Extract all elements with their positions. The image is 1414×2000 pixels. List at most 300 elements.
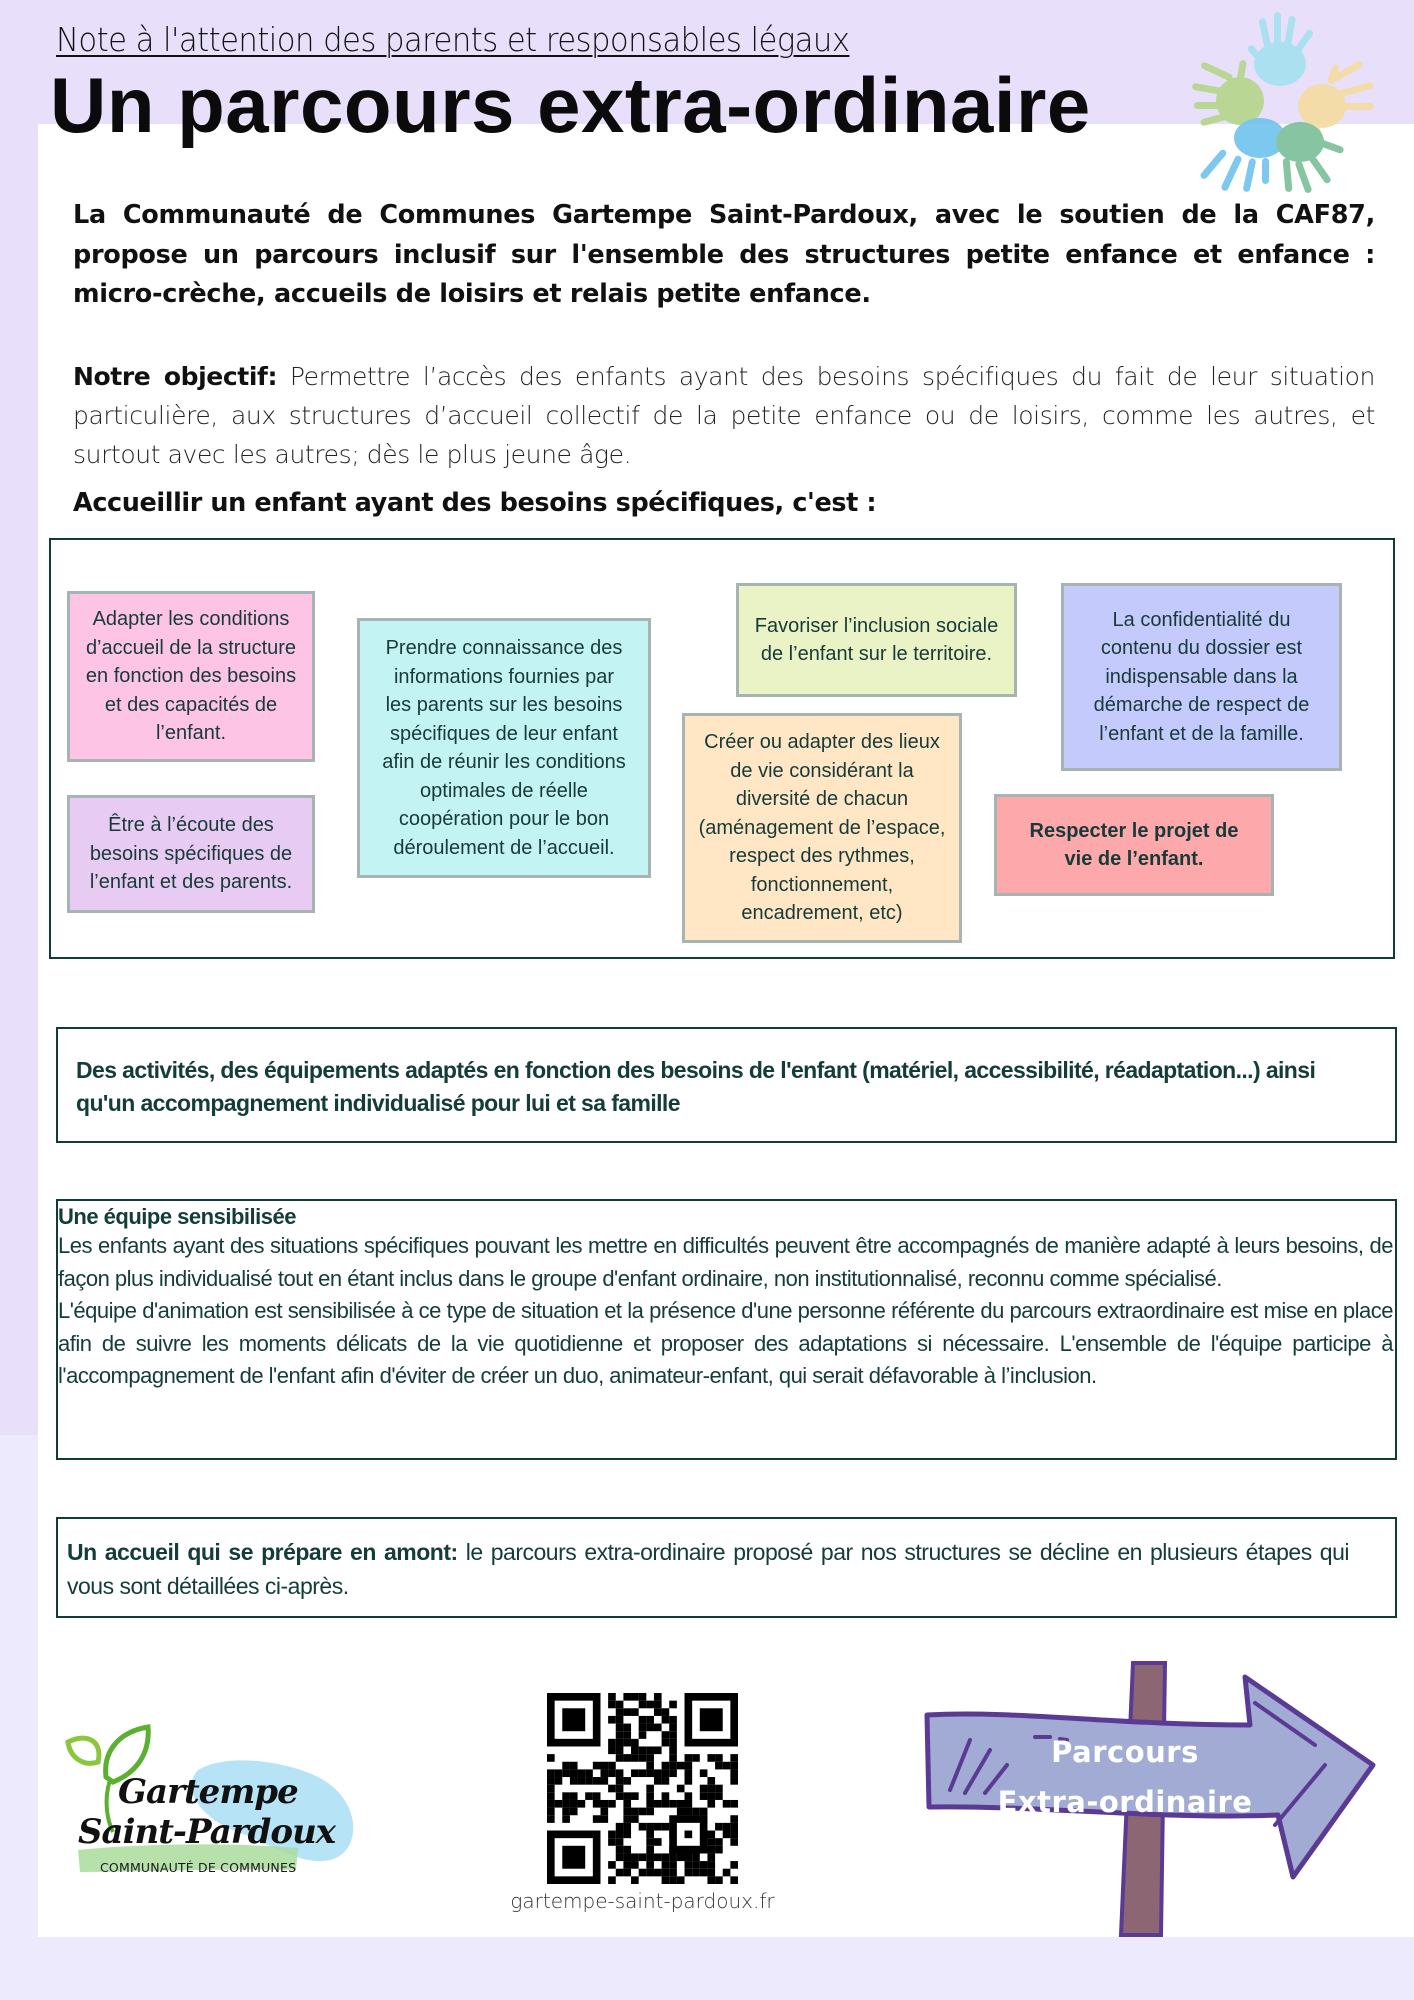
qr-module: [677, 1853, 685, 1861]
qr-module: [700, 1785, 708, 1793]
qr-module: [639, 1731, 647, 1739]
left-band: [0, 124, 38, 1435]
qr-module: [685, 1808, 693, 1816]
card-projet-de-vie: [994, 794, 1274, 896]
card-line: La confidentialité du: [1112, 608, 1291, 631]
qr-module: [669, 1716, 677, 1724]
activities-box: [56, 1027, 1397, 1143]
qr-module: [631, 1808, 639, 1816]
qr-module: [730, 1815, 738, 1823]
qr-module: [616, 1769, 624, 1777]
qr-module: [730, 1861, 738, 1869]
qr-module: [616, 1831, 624, 1839]
objective-text: Permettre l’accès des enfants ayant des besoins spécifiques du fait de leur situation particulière, aux structures d’accueil collectif de la petite enfance ou de loisirs, comme les autres, et surtout avec les autres; dès le plus jeune âge.: [73, 362, 1375, 469]
qr-module: [685, 1769, 693, 1777]
qr-module: [669, 1869, 677, 1877]
qr-module: [654, 1724, 662, 1732]
qr-module: [631, 1815, 639, 1823]
card-line: déroulement de l’accueil.: [393, 836, 615, 859]
qr-module: [623, 1708, 631, 1716]
qr-module: [616, 1708, 624, 1716]
qr-module: [555, 1777, 563, 1785]
qr-module: [654, 1777, 662, 1785]
qr-module: [730, 1777, 738, 1785]
qr-module: [685, 1869, 693, 1877]
page-subtitle: Note à l'attention des parents et responsables légaux: [56, 20, 850, 59]
qr-module: [662, 1861, 670, 1869]
qr-module: [616, 1838, 624, 1846]
qr-module: [616, 1731, 624, 1739]
qr-module: [608, 1876, 616, 1884]
qr-module: [631, 1876, 639, 1884]
qr-module: [646, 1838, 654, 1846]
qr-module: [662, 1769, 670, 1777]
qr-module: [677, 1785, 685, 1793]
qr-module: [654, 1701, 662, 1709]
qr-module: [707, 1792, 715, 1800]
qr-module: [654, 1800, 662, 1808]
qr-module: [562, 1800, 570, 1808]
hand-teal: [1276, 122, 1345, 194]
qr-module: [723, 1831, 731, 1839]
qr-module: [570, 1792, 578, 1800]
qr-module: [608, 1769, 616, 1777]
qr-module: [616, 1701, 624, 1709]
qr-module: [608, 1701, 616, 1709]
qr-module: [623, 1777, 631, 1785]
qr-module: [700, 1808, 708, 1816]
qr-module: [616, 1724, 624, 1732]
qr-module: [662, 1876, 670, 1884]
card-connaissance: [357, 618, 651, 878]
qr-module: [685, 1754, 693, 1762]
qr-module: [662, 1739, 670, 1747]
card-confidentialite: [1061, 583, 1342, 771]
qr-module: [692, 1861, 700, 1869]
qr-module: [570, 1808, 578, 1816]
qr-module: [700, 1708, 723, 1731]
qr-module: [562, 1808, 570, 1816]
qr-module: [707, 1869, 715, 1877]
qr-module: [623, 1861, 631, 1869]
qr-module: [616, 1846, 624, 1854]
card-line: les parents sur les besoins: [385, 694, 623, 716]
accueil-text: le parcours extra-ordinaire proposé par nos structures se décline en plusieurs étapes qui vous sont détaillées ci-après.: [67, 1539, 1349, 1599]
qr-module: [723, 1823, 731, 1831]
section-heading: Accueillir un enfant ayant des besoins spécifiques, c'est :: [73, 488, 877, 518]
qr-module: [593, 1800, 601, 1808]
logo-name-line1: Gartempe: [118, 1772, 298, 1812]
objective-label: Notre objectif:: [73, 362, 278, 391]
qr-module: [700, 1769, 708, 1777]
card-line: vie de l’enfant.: [1064, 848, 1204, 870]
qr-module: [585, 1792, 593, 1800]
card-line: fonctionnement,: [750, 873, 894, 896]
qr-module: [593, 1762, 601, 1770]
qr-module: [646, 1701, 654, 1709]
qr-module: [616, 1739, 624, 1747]
qr-module: [562, 1792, 570, 1800]
qr-module: [707, 1846, 715, 1854]
qr-module: [623, 1808, 631, 1816]
card-line: l’enfant.: [155, 722, 227, 745]
team-heading: Une équipe sensibilisée: [58, 1204, 296, 1229]
qr-module: [662, 1762, 670, 1770]
qr-module: [639, 1769, 647, 1777]
qr-module: [700, 1861, 708, 1869]
qr-module: [547, 1777, 555, 1785]
qr-module: [677, 1876, 685, 1884]
qr-module: [608, 1739, 616, 1747]
qr-module: [547, 1792, 555, 1800]
website-link[interactable]: gartempe-saint-pardoux.fr: [510, 1889, 775, 1913]
qr-module: [707, 1876, 715, 1884]
card-line: en fonction des besoins: [85, 665, 297, 688]
card-line: Être à l’écoute des: [108, 814, 274, 837]
qr-module: [578, 1800, 586, 1808]
qr-module: [646, 1716, 654, 1724]
card-line: contenu du dossier est: [1100, 637, 1303, 660]
qr-module: [616, 1746, 624, 1754]
qr-module: [623, 1792, 631, 1800]
card-line: d’accueil de la structure: [85, 636, 297, 659]
card-line: besoins spécifiques de: [89, 842, 293, 865]
qr-module: [654, 1869, 662, 1877]
qr-module: [639, 1808, 647, 1816]
qr-module: [616, 1785, 624, 1793]
qr-module: [600, 1762, 608, 1770]
qr-module: [600, 1769, 608, 1777]
activities-text: Des activités, des équipements adaptés en fonction des besoins de l'enfant (matériel, accessibilité, réadaptation...) ainsi qu'un accompagnement individualisé pour lui et sa famille: [76, 1057, 1316, 1116]
qr-module: [677, 1800, 685, 1808]
colorful-hands-icon: [1180, 6, 1380, 196]
qr-module: [623, 1815, 631, 1823]
qr-module: [692, 1869, 700, 1877]
qr-module: [593, 1815, 601, 1823]
qr-module: [646, 1861, 654, 1869]
qr-module: [608, 1716, 616, 1724]
qr-module: [715, 1792, 723, 1800]
qr-module: [608, 1746, 616, 1754]
qr-module: [646, 1769, 654, 1777]
card-line: diversité de chacun: [735, 788, 909, 811]
qr-module: [623, 1731, 631, 1739]
qr-module: [646, 1792, 654, 1800]
qr-module: [623, 1869, 631, 1877]
qr-module: [646, 1746, 654, 1754]
qr-module: [646, 1869, 654, 1877]
qr-module: [547, 1785, 555, 1793]
qr-module: [715, 1785, 723, 1793]
qr-module: [570, 1777, 578, 1785]
qr-module: [578, 1777, 586, 1785]
card-line: indispensable dans la: [1105, 665, 1298, 688]
accueil-paragraph: [67, 1535, 1349, 1603]
qr-module: [631, 1861, 639, 1869]
team-box: [56, 1199, 1397, 1460]
card-line: de vie considérant la: [730, 759, 914, 782]
qr-module: [562, 1762, 570, 1770]
qr-module: [669, 1701, 677, 1709]
qr-module: [608, 1861, 616, 1869]
qr-module: [685, 1861, 693, 1869]
qr-module: [654, 1838, 662, 1846]
qr-module: [707, 1754, 715, 1762]
qr-module: [730, 1762, 738, 1770]
gartempe-logo: [58, 1722, 388, 1892]
qr-module: [623, 1823, 631, 1831]
qr-module: [715, 1846, 723, 1854]
qr-module: [707, 1853, 715, 1861]
qr-module: [631, 1769, 639, 1777]
qr-module: [623, 1739, 631, 1747]
card-inclusion-sociale: [736, 583, 1017, 697]
qr-module: [616, 1823, 624, 1831]
qr-module: [662, 1777, 670, 1785]
card-line: encadrement, etc): [741, 902, 903, 925]
card-line: spécifiques de leur enfant: [390, 722, 618, 745]
qr-module: [685, 1762, 693, 1770]
qr-module: [646, 1762, 654, 1770]
qr-module: [646, 1785, 654, 1793]
qr-module: [593, 1792, 601, 1800]
qr-module: [646, 1754, 654, 1762]
qr-code-icon[interactable]: [547, 1693, 738, 1884]
qr-module: [662, 1708, 670, 1716]
qr-module: [707, 1831, 715, 1839]
qr-module: [707, 1800, 715, 1808]
qr-module: [608, 1838, 616, 1846]
qr-module: [578, 1769, 586, 1777]
qr-module: [715, 1762, 723, 1770]
qr-module: [654, 1823, 662, 1831]
qr-module: [616, 1869, 624, 1877]
qr-module: [623, 1846, 631, 1854]
qr-module: [646, 1808, 654, 1816]
qr-module: [608, 1800, 616, 1808]
qr-module: [677, 1808, 685, 1816]
logo-subtitle: COMMUNAUTÉ DE COMMUNES: [100, 1860, 297, 1875]
qr-module: [715, 1876, 723, 1884]
qr-module: [730, 1831, 738, 1839]
qr-module: [631, 1708, 639, 1716]
card-line: afin de réunir les conditions: [382, 751, 626, 773]
qr-module: [623, 1853, 631, 1861]
qr-module: [616, 1716, 624, 1724]
hand-blue: [1199, 118, 1286, 192]
card-line: (aménagement de l’espace,: [698, 816, 946, 839]
qr-module: [669, 1876, 677, 1884]
page-title: Un parcours extra-ordinaire: [50, 61, 1091, 149]
qr-module: [616, 1754, 624, 1762]
qr-module: [662, 1823, 670, 1831]
qr-module: [669, 1739, 677, 1747]
qr-module: [669, 1724, 677, 1732]
qr-module: [723, 1800, 731, 1808]
qr-module: [730, 1769, 738, 1777]
qr-module: [685, 1777, 693, 1785]
qr-module: [600, 1777, 608, 1785]
card-line: informations fournies par: [393, 665, 615, 688]
team-paragraph-1: Les enfants ayant des situations spécifiques pouvant les mettre en difficultés peuvent être accompagnés de manière adapté à leurs besoins, de façon plus individualisé tout en étant inclus dans le groupe d'enfant ordinaire, non institutionnalisé, reconnu comme spécialisé.: [58, 1233, 1393, 1291]
card-line: Prendre connaissance des: [385, 637, 623, 659]
qr-module: [707, 1777, 715, 1785]
qr-module: [662, 1792, 670, 1800]
objective-paragraph: [73, 357, 1375, 474]
qr-module: [646, 1823, 654, 1831]
card-line: l’enfant et de la famille.: [1099, 722, 1304, 745]
qr-module: [707, 1861, 715, 1869]
qr-module: [662, 1800, 670, 1808]
intro-paragraph: La Communauté de Communes Gartempe Saint-Pardoux, avec le soutien de la CAF87, propose un parcours inclusif sur l'ensemble des structures petite enfance et enfance : micro-crèche, accueils de loisirs et relais petite enfance.: [73, 200, 1375, 309]
qr-module: [616, 1853, 624, 1861]
qr-module: [593, 1777, 601, 1785]
qr-module: [608, 1831, 616, 1839]
card-line: démarche de respect de: [1093, 694, 1310, 717]
qr-module: [715, 1754, 723, 1762]
qr-module: [730, 1838, 738, 1846]
qr-module: [555, 1800, 563, 1808]
qr-module: [669, 1853, 677, 1861]
qr-module: [707, 1785, 715, 1793]
sign-label-line1: Parcours: [1051, 1735, 1199, 1769]
qr-module: [723, 1869, 731, 1877]
qr-module: [730, 1800, 738, 1808]
qr-module: [730, 1876, 738, 1884]
qr-module: [654, 1708, 662, 1716]
card-line: Respecter le projet de: [1029, 819, 1239, 842]
qr-module: [669, 1861, 677, 1869]
accueil-label: Un accueil qui se prépare en amont:: [67, 1539, 458, 1565]
qr-module: [669, 1800, 677, 1808]
sign-label-line2: Extra-ordinaire: [997, 1785, 1253, 1819]
qr-module: [585, 1769, 593, 1777]
qr-module: [623, 1831, 631, 1839]
qr-module: [562, 1769, 570, 1777]
qr-module: [570, 1800, 578, 1808]
qr-module: [547, 1800, 555, 1808]
qr-module: [631, 1754, 639, 1762]
qr-module: [570, 1762, 578, 1770]
qr-module: [700, 1792, 708, 1800]
qr-module: [662, 1853, 670, 1861]
qr-module: [654, 1853, 662, 1861]
logo-name-line2: Saint-Pardoux: [78, 1812, 336, 1852]
qr-module: [608, 1762, 616, 1770]
qr-module: [685, 1853, 693, 1861]
qr-module: [547, 1754, 555, 1762]
qr-module: [730, 1754, 738, 1762]
card-line: l’enfant et des parents.: [89, 871, 293, 894]
qr-module: [585, 1777, 593, 1785]
qr-module: [669, 1769, 677, 1777]
card-line: Favoriser l’inclusion sociale: [754, 614, 999, 637]
qr-module: [631, 1746, 639, 1754]
qr-module: [715, 1838, 723, 1846]
hand-green: [1192, 60, 1264, 127]
qr-module: [646, 1800, 654, 1808]
qr-module: [662, 1869, 670, 1877]
qr-module: [669, 1754, 677, 1762]
qr-module: [662, 1716, 670, 1724]
qr-module: [700, 1869, 708, 1877]
qr-module: [570, 1769, 578, 1777]
qr-module: [639, 1754, 647, 1762]
qr-module: [639, 1693, 647, 1701]
card-lieux-de-vie: [682, 713, 962, 943]
qr-module: [600, 1815, 608, 1823]
qr-module: [608, 1693, 616, 1701]
qr-module: [631, 1792, 639, 1800]
qr-module: [555, 1769, 563, 1777]
qr-module: [707, 1838, 715, 1846]
qr-module: [608, 1785, 616, 1793]
qr-module: [562, 1846, 585, 1869]
qr-module: [685, 1800, 693, 1808]
card-line: Adapter les conditions: [92, 608, 290, 631]
qr-module: [562, 1708, 585, 1731]
qr-module: [600, 1808, 608, 1816]
card-line: et des capacités de: [104, 693, 278, 716]
qr-module: [639, 1724, 647, 1732]
qr-module: [623, 1800, 631, 1808]
qr-module: [623, 1724, 631, 1732]
qr-module: [631, 1853, 639, 1861]
qr-module: [616, 1792, 624, 1800]
qr-module: [639, 1823, 647, 1831]
qr-module: [692, 1754, 700, 1762]
card-ecoute: [67, 795, 315, 913]
qr-module: [547, 1815, 555, 1823]
qr-module: [669, 1746, 677, 1754]
qr-module: [547, 1769, 555, 1777]
qr-module: [646, 1831, 654, 1839]
qr-module: [654, 1693, 662, 1701]
qr-module: [654, 1746, 662, 1754]
qr-module: [692, 1853, 700, 1861]
qr-module: [639, 1716, 647, 1724]
qr-module: [662, 1731, 670, 1739]
qr-module: [631, 1693, 639, 1701]
qr-module: [600, 1800, 608, 1808]
card-line: coopération pour le bon: [398, 808, 610, 830]
qr-module: [723, 1762, 731, 1770]
qr-module: [692, 1808, 700, 1816]
accueil-box: [56, 1517, 1397, 1618]
qr-module: [639, 1746, 647, 1754]
team-paragraph-2: L'équipe d'animation est sensibilisée à ce type de situation et la présence d'une personne référente du parcours extraordinaire est mise en place afin de suivre les moments délicats de la vie quotidienne et proposer des adaptations si nécessaire. L'ensemble de l'équipe participe à l'accompagnement de l'enfant afin d'éviter de créer un duo, animateur-enfant, qui serait défavorable à l’inclusion.: [58, 1298, 1393, 1388]
hand-cyan: [1246, 12, 1314, 86]
qr-module: [685, 1792, 693, 1800]
qr-module: [639, 1701, 647, 1709]
qr-module: [623, 1693, 631, 1701]
qr-module: [562, 1815, 570, 1823]
card-line: de l’enfant sur le territoire.: [760, 643, 993, 665]
card-line: respect des rythmes,: [729, 845, 915, 868]
card-line: optimales de réelle: [420, 779, 588, 802]
qr-module: [669, 1731, 677, 1739]
qr-module: [639, 1869, 647, 1877]
qr-module: [547, 1808, 555, 1816]
qr-module: [623, 1754, 631, 1762]
qr-module: [730, 1823, 738, 1831]
leaf-icon: [68, 1738, 99, 1763]
qr-module: [639, 1853, 647, 1861]
qr-module: [685, 1831, 693, 1839]
qr-module: [631, 1739, 639, 1747]
qr-module: [646, 1846, 654, 1854]
qr-module: [616, 1777, 624, 1785]
